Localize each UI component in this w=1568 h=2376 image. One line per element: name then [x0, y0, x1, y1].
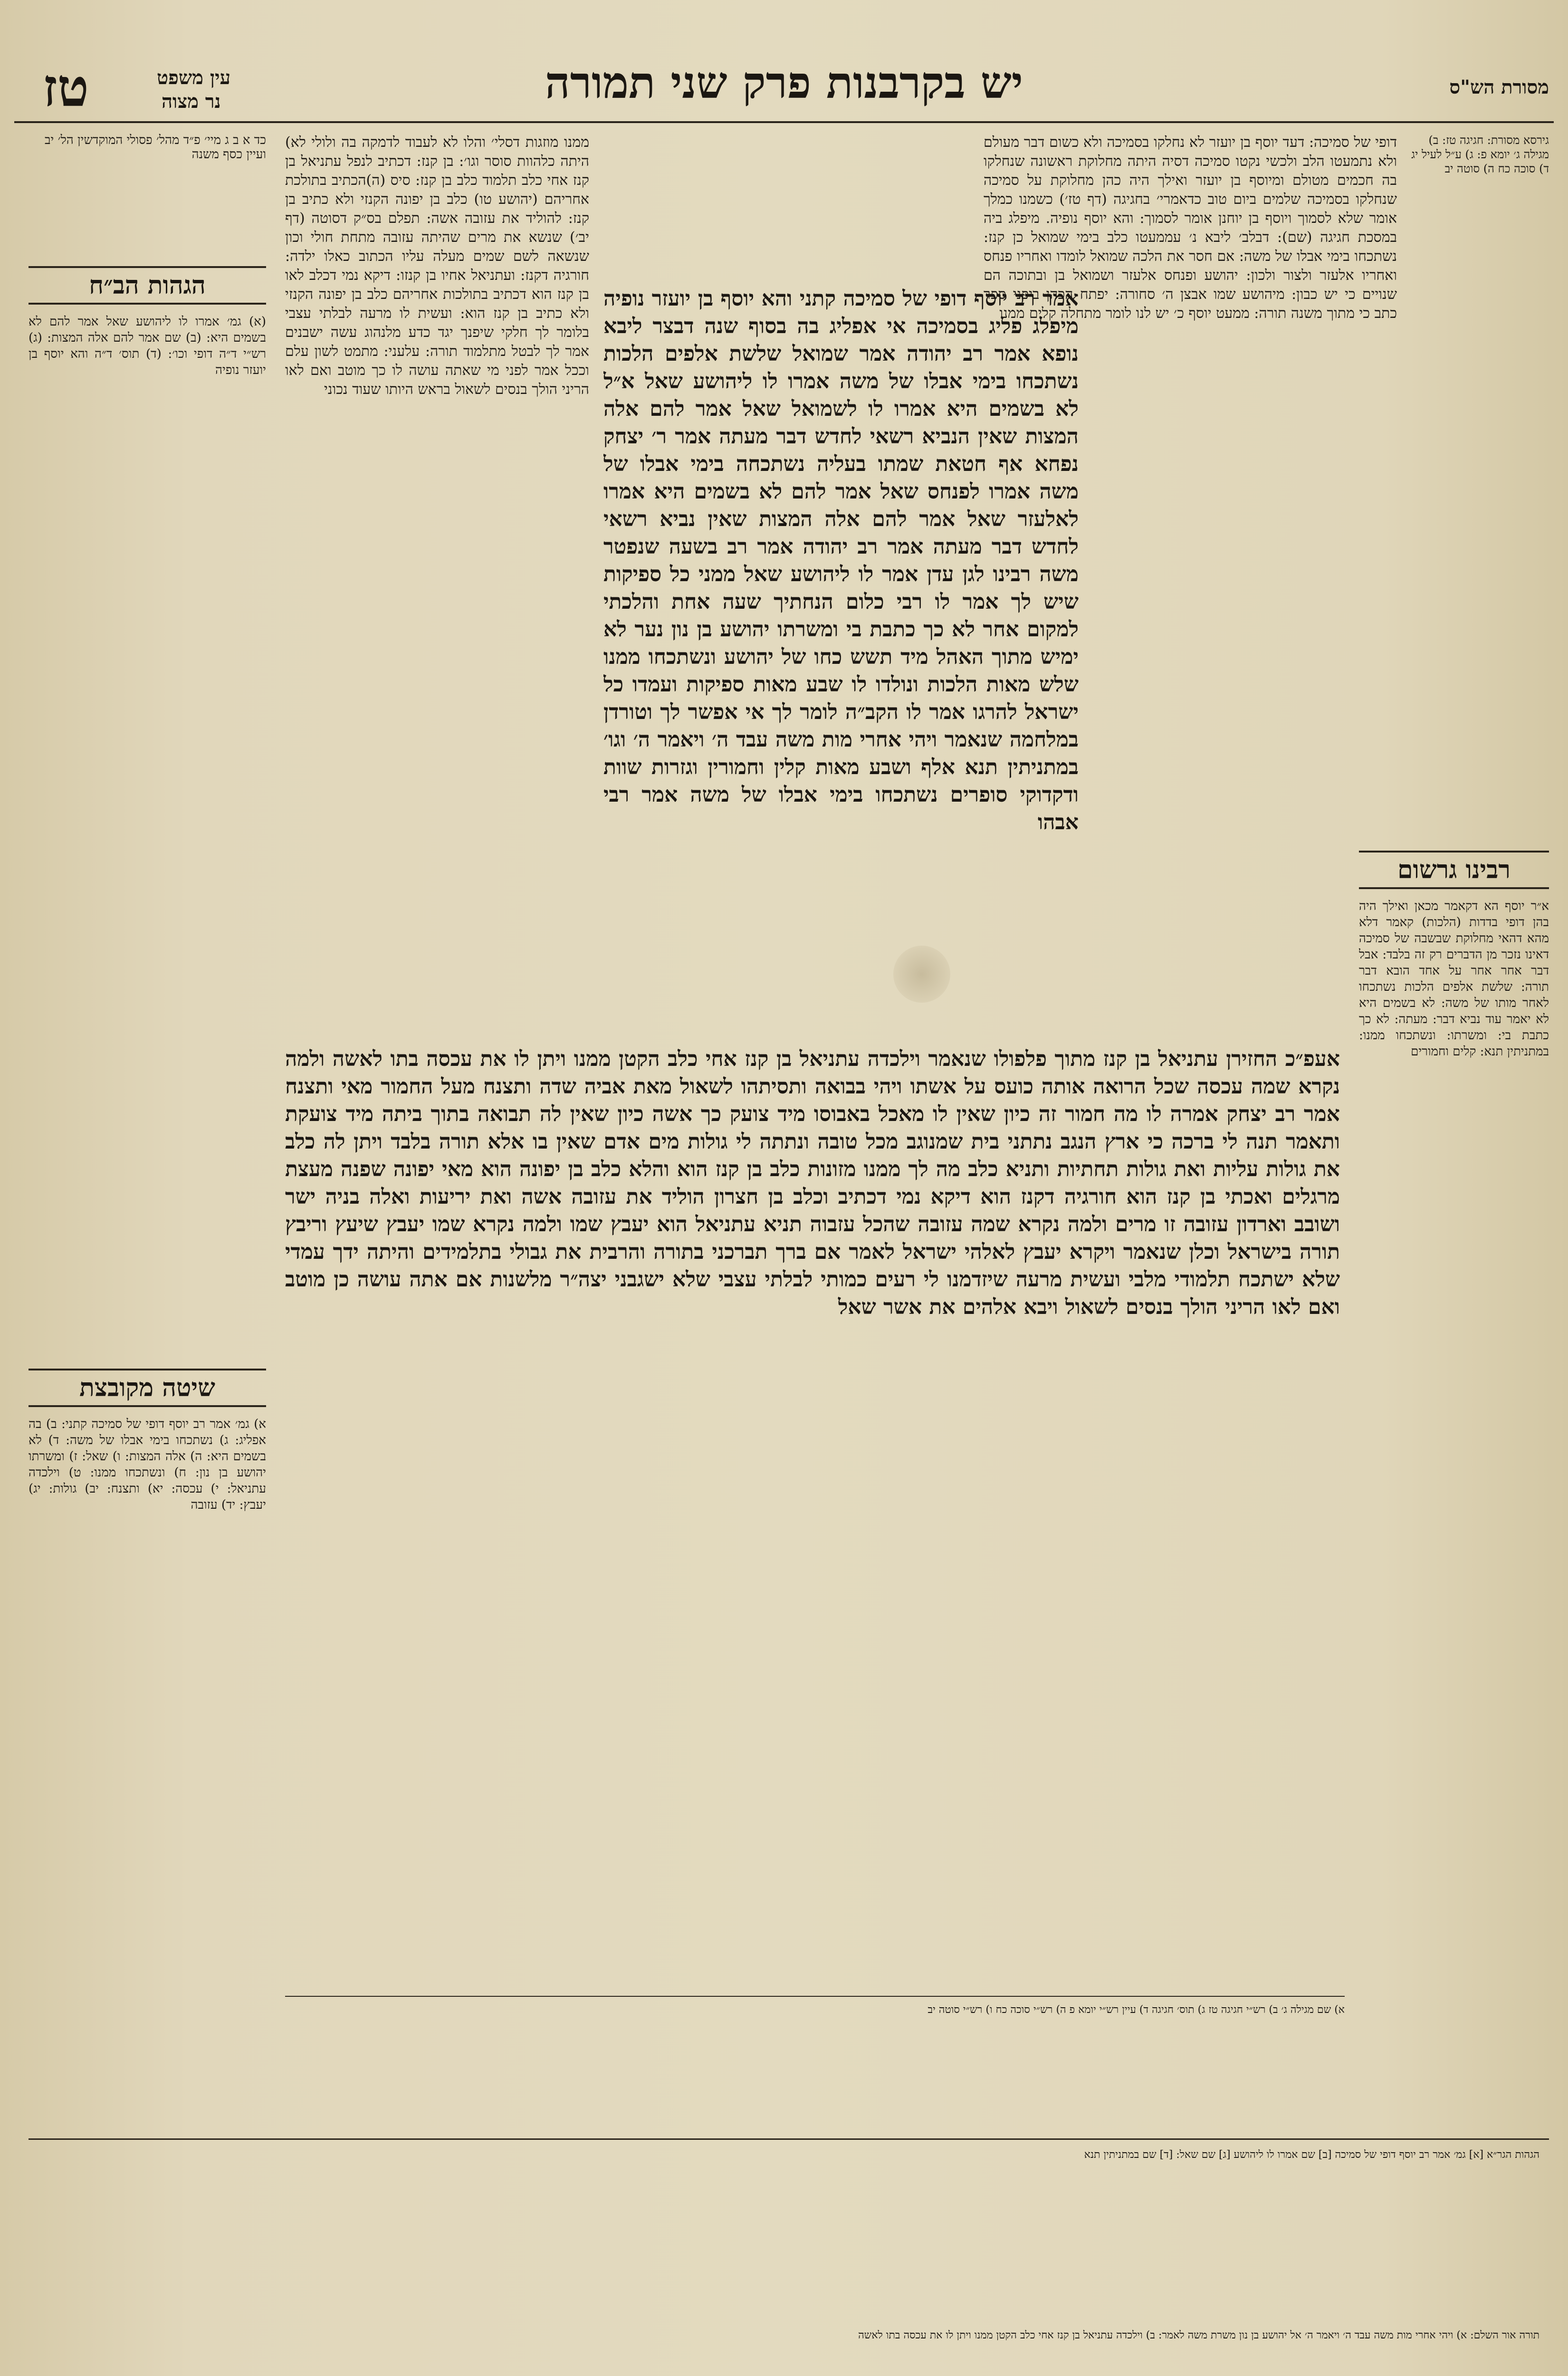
bottom-notes-row-2 [29, 2148, 1539, 2319]
rabbeinu-gershom-commentary [1359, 898, 1549, 2134]
bottom-notes-row-1 [285, 2003, 1345, 2127]
shita-mekubetzet-commentary [29, 1416, 266, 2134]
masoret-hashas-margin [1406, 133, 1549, 656]
rabbeinu-gershom-text: א״ר יוסף הא דקאמר מכאן ואילך היה בהן דופי בדדות (הלכות) קאמר דלא מהא דהאי מחלוקת שבשבה של סמיכה דאינו נזכר מן הדברים רק זה בלבד: אבל דבר אחר אחר על אחד הובא דבר תורה: שלשת אלפים הלכות נשתכחו לאחר מותו של משה: לא בשמים היא לא יאמר עוד נביא דבר: מעתה: לא כך כתבת בי: ומשרתו: ונשתכחו ממנו: במתניתין תנא: קלים וחמורים [1359, 899, 1549, 1059]
shita-mekubetzet-title: שיטה מקובצת [29, 1369, 266, 1407]
masoret-hashas-corner: מסורת הש"ס [1449, 76, 1549, 98]
masoret-hashas-text: גירסא מסורת: חגיגה טז: ב) מגילה ג׳ יומא פ: ג) ע״ל לעיל יג ד) סוכה כח ה) סוטה יב [1411, 134, 1549, 175]
footer-rule [29, 2138, 1549, 2140]
header-rule [14, 121, 1554, 123]
ein-mishpat-margin [29, 133, 266, 190]
rabbeinu-gershom-title: רבינו גרשום [1359, 851, 1549, 889]
hagahot-habach-text: (א) גמ׳ אמרו לו ליהושע שאל אמר להם לא בשמים היא: (ב) שם אמר להם אלה המצות: (ג) רש״י ד״ה דופי וכו׳: (ד) תוס׳ ד״ה והא יוסף בן יועזר נופיה [29, 315, 266, 377]
tosafot-text: ממנו מוזגות דסלי׳ והלו לא לעבוד לדמקה בה ולולי לא) היתה כלהוות סוסר וגו׳: בן קנז: דכתיב לנפל עתניאל בן קנז אחי כלב תלמוד כלב בן קנז: סיס (ה)הכתיב בתולכת אחריהם (יהושע טו) כלב בן יפונה הקנזי ולא כתיב בן קנז: להוליד את עזובה אשה: תפלם בס״ק דסוטה (דף יב׳) שנשא את מרים שהיתה עזובה מתחת חולי וכון שנשאה לשם שמים מעלה עליו הכתוב כאלו ילדה: חורגיה דקנז: ועתניאל אחיו בן קנזו: דיקא נמי דכלב לאו בן קנז הוא דכתיב בתולכות אחריהם כלב בן יפונה הקנזי ולא כתיב בן קנז הוא: ועשית לו מרעה לבלתי עצבי בלומר לך חלקי שיפנך יגד כדע מלנהוג עשה ישבנים אמר לך לבטל מתלמוד תורה: עלעני: מתמט לשון עלם וככל אמר לפני מי שאתה עושה לו כך מוטב ואם לאו הריני הולך בנסים לשאול בראש היותו שעוד נכוני [285, 134, 589, 398]
gemara-continuation [285, 1045, 1340, 1972]
ein-mishpat-corner: עין משפט [157, 67, 231, 89]
gemara-main-text [603, 285, 1079, 1036]
gemara-paragraph-1: אמר רב יוסף דופי של סמיכה קתני והא יוסף בן יועזר נופיה מיפלג פליג בסמיכה אי אפליג בה בסוף שנה דבצר ליבא נופא אמר רב יהודה אמר שמואל שלשת אלפים הלכות נשתכחו בימי אבלו של משה אמרו לו ליהושע שאל א״ל לא בשמים היא אמרו לו לשמואל שאל אמר להם אלה המצות שאין הנביא רשאי לחדש דבר מעתה אמר ר׳ יצחק נפחא אף חטאת שמתו בעליה נשתכחה בימי אבלו של משה אמרו לפנחס שאל אמר להם לא בשמים היא אמרו לאלעזר שאל אמר להם אלה המצות שאין נביא רשאי לחדש דבר מעתה אמר רב יהודה אמר רב בשעה שנפטר משה רבינו לגן עדן אמר לו ליהושע שאל ממני כל ספיקות שיש לך אמר לו רבי כלום הנחתיך שעה אחת והלכתי למקום אחר לא כך כתבת בי ומשרתו יהושע בן נון נער לא ימיש מתוך האהל מיד תשש כחו של יהושע ונשתכחו ממנו שלש מאות הלכות ונולדו לו שבע מאות ספיקות ועמדו כל ישראל להרגו אמר לו הקב״ה לומר לך אי אפשר לך וטורדן במלחמה שנאמר ויהי אחרי מות משה עבד ה׳ ויאמר ה׳ וגו׳ במתניתין תנא אלף ושבע מאות קלין וחמורין וגזרות שוות ודקדוקי סופרים נשתכחו בימי אבלו של משה אמר רבי אבהו [603, 287, 1079, 834]
bottom-notes-text-1: א) שם מגילה ג׳ ב) רש״י חגיגה טז ג) תוס׳ חגיגה ד) עיין רש״י יומא פ ה) רש״י סוכה כח ו) רש״י סוטה יב [927, 2004, 1345, 2016]
ner-mitzvah-corner: נר מצוה [162, 90, 221, 113]
gemara-paragraph-2: אעפ״כ החזירן עתניאל בן קנז מתוך פלפולו שנאמר וילכדה עתניאל בן קנז אחי כלב הקטן ממנו ויתן לו את עכסה בתו לאשה ולמה נקרא שמה עכסה שכל הרואה אותה כועס על אשתו ויהי בבואה ותסיתהו לשאול מאת אביה שדה ותצנח מעל החמור מאי ותצנח אמר רב יצחק אמרה לו מה חמור זה כיון שאין לו מאכל באבוסו מיד צועק כך אשה כיון שאין לה תבואה בתוך ביתה מיד צועקת ותאמר תנה לי ברכה כי ארץ הנגב נתתני בית שמנוגב מכל טובה ונתתה לי גולות מים אדם שאין בו אלא תורה בלבד ויתן לה כלב את גולות עליות ואת גולות תחתיות ותניא כלב מה לך ממנו מזונות כלב בן קנז הוא והלא כלב בן יפונה הוא מאי יפונה שפנה מעצת מרגלים ואכתי בן קנז הוא חורגיה דקנז הוא דיקא נמי דכתיב וכלב בן חצרון הוליד את עזובה אשה ואת יריעות ואלה בניה ישר ושובב וארדון עזובה זו מרים ולמה נקרא שמה עזובה שהכל עזבוה תניא עתניאל הוא יעבץ שמו ולמה נקרא שמו יעבץ שיעץ וריבץ תורה בישראל וכלן שנאמר ויקרא יעבץ לאלהי ישראל לאמר אם ברך תברכני בתורה והרבית את גבולי בתלמידים והיתה ידך עמדי שלא ישתכח תלמודי מלבי ועשית מרעה שיזדמנו לי רעים כמותי לבלתי עצבי שלא ישגבני יצה״ר מלשנות אם אתה עושה כן מוטב ואם לאו הריני הולך בנסים לשאול ויבא אלהים את אשר שאל [285, 1047, 1340, 1319]
page-number: טז [43, 57, 89, 118]
hagahot-habach-title: הגהות הב״ח [29, 266, 266, 305]
paper-stain [893, 946, 950, 1003]
shita-mekubetzet-text: א) גמ׳ אמר רב יוסף דופי של סמיכה קתני: ב) בה אפליג: ג) נשתכחו בימי אבלו של משה: ד) לא בשמים היא: ה) אלה המצות: ו) שאל: ז) ומשרתו יהושע בן נון: ח) ונשתכחו ממנו: ט) וילכדה עתניאל: י) עכסה: יא) ותצנח: יב) גולות: יג) יעבץ: יד) עזובה [29, 1417, 266, 1512]
bottom-notes-row-3 [29, 2328, 1539, 2376]
ein-mishpat-text: כד א ב ג מיי׳ פ״ד מהל׳ פסולי המוקדשין הל׳ יב ועיין כסף משנה [45, 133, 266, 162]
hagahot-habach-notes [29, 314, 266, 1036]
rashi-text: דופי של סמיכה: דעד יוסף בן יועזר לא נחלקו בסמיכה ולא כשום דבר מעולם ולא נתמעטו הלב ולכשי נקטו סמיכה דסיה היתה מחלוקת ראשונה שנחלקו בה חכמים מטולם ומיוסף בן יועזר ואילך היה כהן מחלוקת על סמיכה שנחלקו בסמיכה שלמים ביום טוב כדאמרי׳ בחגיגה (דף טז׳) כשמנו כמלך אומר שלא לסמוך ויוסף בן יוחנן אומר לסמוך: והא יוסף נופיה. מיפלג ביה במסכת חגיגה (שם): דבלב׳ ליבא נ׳ עממעטו כלב בימי שמואל כן קנז: נשתכחו בימי אבלו של משה: אם חסר את הלכה שמואל לומדו ואחריו פנחס ואחריו אלעזר ולצור ולכון: יהושע ופנחס אלעזר ושמואל בן ובתוכה הם שנויים כי יש כבון: מיהושע שמו אבצן ה׳ סחורה: יפתח הכהן ביפני ספר כתב כי מתוך משנה תורה: ממעט יוסף כ׳ יש לנו לומר מתחלה קלים ממנו [984, 134, 1397, 322]
bottom-notes-text-3: תורה אור השלם: א) ויהי אחרי מות משה עבד ה׳ ויאמר ה׳ אל יהושע בן נון משרת משה לאמר: ב) וילכדה עתניאל בן קנז אחי כלב הקטן ממנו ויתן לו את עכסה בתו לאשה [858, 2329, 1539, 2341]
bottom-notes-text-2: הגהות הגר״א [א] גמ׳ אמר רב יוסף דופי של סמיכה [ב] שם אמרו לו ליהושע [ג] שם שאל: [ד] שם במתניתין תנא [1084, 2149, 1539, 2161]
notes-rule [285, 1996, 1345, 1997]
page-title: יש בקרבנות פרק שני תמורה [545, 57, 1023, 108]
